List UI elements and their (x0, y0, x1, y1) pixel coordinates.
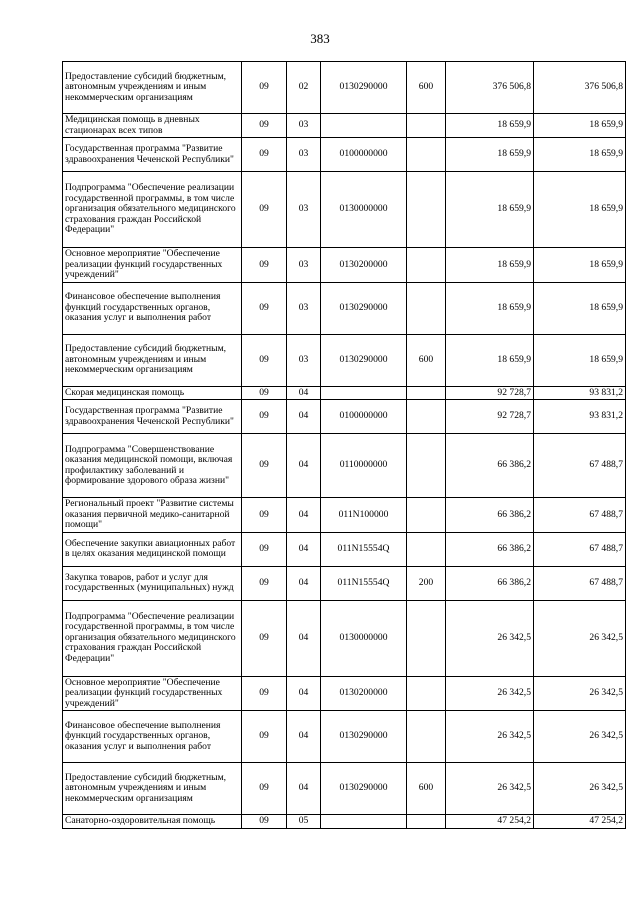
row-amount-1: 18 659,9 (446, 114, 534, 138)
row-section-code: 09 (242, 138, 287, 172)
table-row (63, 676, 626, 711)
row-subsection-code: 05 (287, 815, 321, 829)
row-expense-type (407, 434, 446, 498)
row-subsection-code: 04 (287, 400, 321, 434)
table-row (63, 566, 626, 600)
row-amount-1: 26 342,5 (446, 763, 534, 815)
row-expense-type: 200 (407, 566, 446, 600)
row-name: Основное мероприятие "Обеспечение реализации функций государственных учреждений" (63, 676, 242, 711)
row-expense-type (407, 138, 446, 172)
row-subsection-code: 03 (287, 138, 321, 172)
table-row (63, 282, 626, 334)
row-section-code: 09 (242, 114, 287, 138)
row-amount-1: 26 342,5 (446, 600, 534, 676)
table-row (63, 172, 626, 248)
row-amount-2: 67 488,7 (534, 566, 626, 600)
row-subsection-code: 04 (287, 434, 321, 498)
row-subsection-code: 04 (287, 566, 321, 600)
row-amount-1: 18 659,9 (446, 282, 534, 334)
budget-table-body (63, 62, 626, 829)
row-amount-2: 18 659,9 (534, 248, 626, 283)
row-target-article: 0130290000 (321, 62, 407, 114)
row-section-code: 09 (242, 248, 287, 283)
row-subsection-code: 04 (287, 532, 321, 566)
table-row (63, 62, 626, 114)
row-amount-1: 18 659,9 (446, 172, 534, 248)
row-name: Государственная программа "Развитие здравоохранения Чеченской Республики" (63, 400, 242, 434)
table-row (63, 248, 626, 283)
row-name: Медицинская помощь в дневных стационарах всех типов (63, 114, 242, 138)
row-amount-1: 26 342,5 (446, 676, 534, 711)
row-name: Финансовое обеспечение выполнения функций государственных органов, оказания услуг и выполнения работ (63, 711, 242, 763)
row-name: Основное мероприятие "Обеспечение реализации функций государственных учреждений" (63, 248, 242, 283)
row-expense-type (407, 400, 446, 434)
row-amount-2: 18 659,9 (534, 282, 626, 334)
row-target-article (321, 815, 407, 829)
row-amount-1: 66 386,2 (446, 566, 534, 600)
row-target-article: 0130000000 (321, 172, 407, 248)
row-name: Предоставление субсидий бюджетным, автономным учреждениям и иным некоммерческим организациям (63, 334, 242, 386)
row-target-article: 0130000000 (321, 600, 407, 676)
row-section-code: 09 (242, 334, 287, 386)
row-subsection-code: 04 (287, 600, 321, 676)
row-expense-type (407, 676, 446, 711)
table-row (63, 386, 626, 400)
row-section-code: 09 (242, 566, 287, 600)
row-expense-type (407, 711, 446, 763)
table-row (63, 400, 626, 434)
row-target-article: 0130290000 (321, 282, 407, 334)
row-amount-1: 92 728,7 (446, 400, 534, 434)
row-amount-2: 93 831,2 (534, 386, 626, 400)
row-amount-2: 26 342,5 (534, 676, 626, 711)
row-section-code: 09 (242, 763, 287, 815)
table-row (63, 334, 626, 386)
row-expense-type: 600 (407, 334, 446, 386)
row-amount-1: 26 342,5 (446, 711, 534, 763)
row-amount-1: 92 728,7 (446, 386, 534, 400)
row-amount-1: 47 254,2 (446, 815, 534, 829)
row-subsection-code: 03 (287, 172, 321, 248)
row-section-code: 09 (242, 434, 287, 498)
row-amount-2: 18 659,9 (534, 114, 626, 138)
row-amount-1: 66 386,2 (446, 532, 534, 566)
row-expense-type: 600 (407, 763, 446, 815)
table-row (63, 532, 626, 566)
row-amount-2: 18 659,9 (534, 334, 626, 386)
row-amount-2: 67 488,7 (534, 434, 626, 498)
row-expense-type (407, 498, 446, 533)
row-amount-1: 18 659,9 (446, 248, 534, 283)
table-row (63, 434, 626, 498)
row-section-code: 09 (242, 711, 287, 763)
row-target-article: 011N15554Q (321, 566, 407, 600)
row-expense-type: 600 (407, 62, 446, 114)
row-name: Санаторно-оздоровительная помощь (63, 815, 242, 829)
table-row (63, 815, 626, 829)
row-amount-2: 376 506,8 (534, 62, 626, 114)
table-row (63, 114, 626, 138)
row-section-code: 09 (242, 498, 287, 533)
table-row (63, 600, 626, 676)
table-row (63, 498, 626, 533)
row-amount-2: 67 488,7 (534, 532, 626, 566)
row-section-code: 09 (242, 172, 287, 248)
row-section-code: 09 (242, 386, 287, 400)
row-section-code: 09 (242, 62, 287, 114)
row-target-article: 0110000000 (321, 434, 407, 498)
row-subsection-code: 03 (287, 114, 321, 138)
row-subsection-code: 03 (287, 282, 321, 334)
row-amount-2: 18 659,9 (534, 172, 626, 248)
row-subsection-code: 04 (287, 676, 321, 711)
row-section-code: 09 (242, 600, 287, 676)
row-name: Предоставление субсидий бюджетным, автономным учреждениям и иным некоммерческим организациям (63, 62, 242, 114)
row-amount-1: 376 506,8 (446, 62, 534, 114)
row-target-article: 0130200000 (321, 676, 407, 711)
row-amount-1: 66 386,2 (446, 434, 534, 498)
row-section-code: 09 (242, 815, 287, 829)
row-amount-1: 18 659,9 (446, 138, 534, 172)
row-subsection-code: 02 (287, 62, 321, 114)
row-target-article: 0100000000 (321, 400, 407, 434)
row-amount-2: 67 488,7 (534, 498, 626, 533)
row-target-article: 011N100000 (321, 498, 407, 533)
row-target-article: 0130290000 (321, 711, 407, 763)
page-number: 383 (310, 31, 330, 46)
row-subsection-code: 03 (287, 334, 321, 386)
row-name: Подпрограмма "Совершенствование оказания медицинской помощи, включая профилактику заболеваний и формирование здорового образа жизни" (63, 434, 242, 498)
row-name: Подпрограмма "Обеспечение реализации государственной программы, в том числе организация обязательного медицинского страхования граждан Российской Федерации" (63, 600, 242, 676)
row-amount-1: 18 659,9 (446, 334, 534, 386)
row-amount-2: 26 342,5 (534, 763, 626, 815)
row-section-code: 09 (242, 282, 287, 334)
budget-table (62, 61, 626, 829)
row-amount-2: 26 342,5 (534, 711, 626, 763)
row-subsection-code: 04 (287, 763, 321, 815)
row-target-article: 011N15554Q (321, 532, 407, 566)
row-name: Финансовое обеспечение выполнения функций государственных органов, оказания услуг и выполнения работ (63, 282, 242, 334)
row-section-code: 09 (242, 400, 287, 434)
row-section-code: 09 (242, 532, 287, 566)
row-expense-type (407, 532, 446, 566)
table-row (63, 711, 626, 763)
row-name: Региональный проект "Развитие системы оказания первичной медико-санитарной помощи" (63, 498, 242, 533)
row-amount-2: 47 254,2 (534, 815, 626, 829)
row-subsection-code: 04 (287, 386, 321, 400)
row-name: Предоставление субсидий бюджетным, автономным учреждениям и иным некоммерческим организациям (63, 763, 242, 815)
row-expense-type (407, 282, 446, 334)
row-name: Скорая медицинская помощь (63, 386, 242, 400)
row-target-article (321, 386, 407, 400)
row-subsection-code: 03 (287, 248, 321, 283)
row-expense-type (407, 114, 446, 138)
row-target-article (321, 114, 407, 138)
row-target-article: 0130290000 (321, 763, 407, 815)
row-name: Обеспечение закупки авиационных работ в целях оказания медицинской помощи (63, 532, 242, 566)
row-amount-2: 18 659,9 (534, 138, 626, 172)
row-name: Закупка товаров, работ и услуг для государственных (муниципальных) нужд (63, 566, 242, 600)
row-target-article: 0130290000 (321, 334, 407, 386)
row-subsection-code: 04 (287, 498, 321, 533)
row-expense-type (407, 248, 446, 283)
row-section-code: 09 (242, 676, 287, 711)
table-row (63, 138, 626, 172)
row-target-article: 0100000000 (321, 138, 407, 172)
row-name: Государственная программа "Развитие здравоохранения Чеченской Республики" (63, 138, 242, 172)
row-amount-2: 93 831,2 (534, 400, 626, 434)
row-expense-type (407, 600, 446, 676)
row-name: Подпрограмма "Обеспечение реализации государственной программы, в том числе организация обязательного медицинского страхования граждан Российской Федерации" (63, 172, 242, 248)
row-target-article: 0130200000 (321, 248, 407, 283)
table-row (63, 763, 626, 815)
row-subsection-code: 04 (287, 711, 321, 763)
row-expense-type (407, 172, 446, 248)
row-expense-type (407, 386, 446, 400)
row-expense-type (407, 815, 446, 829)
row-amount-1: 66 386,2 (446, 498, 534, 533)
row-amount-2: 26 342,5 (534, 600, 626, 676)
